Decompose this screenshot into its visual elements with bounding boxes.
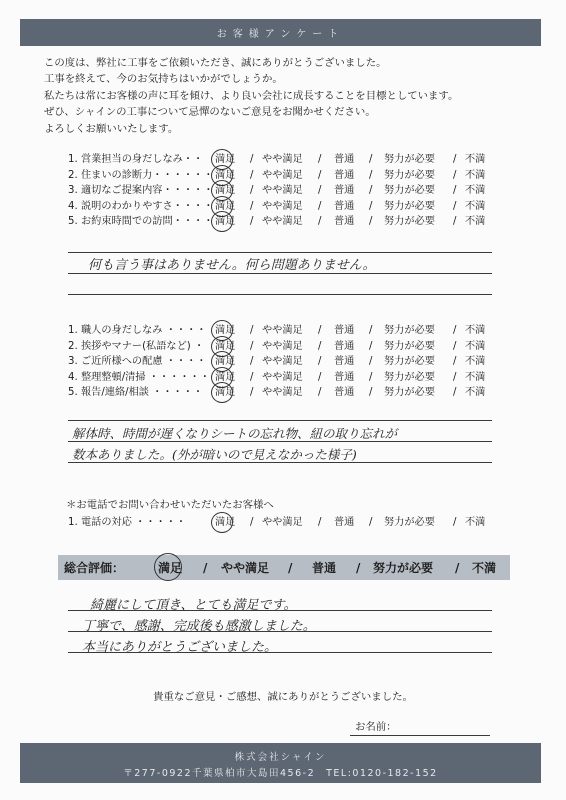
rating-separator: / (369, 216, 373, 228)
overall-option: やや満足 (221, 561, 270, 575)
rating-separator: / (453, 356, 457, 368)
rating-option: やや満足 (262, 185, 303, 197)
overall-label: 総合評価： (64, 561, 125, 575)
rating-option: 努力が必要 (384, 356, 435, 368)
rating-option: やや満足 (262, 340, 303, 352)
rating-separator: / (318, 216, 322, 228)
rating-option: 努力が必要 (384, 154, 435, 165)
rating-separator: / (453, 216, 457, 228)
rating-item-label: 2. 挨拶やマナー(私語など) ・ (68, 340, 205, 352)
rating-separator: / (453, 200, 457, 212)
handwritten-comment: 解体時、時間が遅くなりシートの忘れ物、紐の取り忘れが (72, 426, 398, 441)
rating-option: 満足 (215, 154, 236, 165)
rating-item-label: 1. 電話の対応 ・・・・・ (68, 517, 187, 528)
overall-option: 満足 (158, 561, 183, 575)
rating-option: やや満足 (262, 154, 303, 165)
rating-option: 満足 (215, 340, 236, 352)
rating-option: 普通 (334, 200, 355, 212)
overall-rating-bar (58, 555, 510, 580)
rating-row (60, 354, 492, 370)
rating-option: 不満 (465, 216, 486, 228)
intro-line: この度は、弊社に工事をご依頼いただき、誠にありがとうございました。 (44, 57, 387, 69)
rating-separator: / (369, 185, 373, 197)
intro-line: ぜひ、シャインの工事について忌憚のないご意見をお聞かせください。 (44, 106, 376, 119)
handwritten-comment: 数本ありました。(外が暗いので見えなかった様子) (72, 447, 357, 462)
overall-separator: / (455, 560, 460, 575)
rating-separator: / (318, 200, 322, 212)
rating-option: 努力が必要 (384, 387, 435, 399)
rating-separator: / (318, 387, 322, 399)
rating-separator: / (318, 517, 322, 528)
rating-option: 努力が必要 (384, 185, 435, 197)
rating-separator: / (250, 216, 254, 228)
rating-separator: / (318, 371, 322, 383)
rating-option: 努力が必要 (384, 340, 435, 352)
rating-option: 満足 (215, 387, 236, 399)
rating-separator: / (369, 200, 373, 212)
rating-option: 努力が必要 (384, 216, 435, 228)
selected-mark (154, 553, 182, 581)
rating-option: やや満足 (262, 169, 303, 181)
rating-option: 普通 (334, 356, 355, 368)
comment-line (68, 420, 492, 421)
rating-separator: / (250, 200, 254, 212)
name-label: お名前： (355, 721, 397, 733)
rating-option: 満足 (215, 371, 236, 383)
rating-option: やや満足 (262, 356, 303, 368)
handwritten-comment: 綺麗にして頂き、とても満足です。 (90, 598, 297, 613)
rating-separator: / (369, 356, 373, 368)
rating-item-label: 1. 職人の身だしなみ ・・・・ (68, 325, 207, 336)
rating-option: 普通 (334, 154, 355, 165)
rating-option: 努力が必要 (384, 200, 435, 212)
header-bar (20, 19, 541, 46)
selected-mark (211, 512, 236, 533)
rating-separator: / (453, 169, 457, 181)
rating-option: やや満足 (262, 325, 303, 336)
rating-option: 普通 (334, 340, 355, 352)
overall-separator: / (356, 560, 361, 575)
rating-separator: / (369, 325, 373, 336)
rating-option: 不満 (465, 371, 486, 383)
rating-option: 努力が必要 (384, 169, 435, 181)
rating-option: 努力が必要 (384, 325, 435, 336)
rating-item-label: 5. お約束時間での訪問・・・・ (68, 216, 214, 228)
rating-separator: / (250, 387, 254, 399)
rating-item-label: 3. ご近所様への配慮 ・・・・ (68, 356, 207, 368)
rating-option: 不満 (465, 169, 486, 181)
rating-row (60, 323, 492, 339)
rating-option: 満足 (215, 185, 236, 197)
rating-option: 不満 (465, 356, 486, 368)
rating-option: やや満足 (262, 387, 303, 399)
rating-item-label: 5. 報告/連絡/相談 ・・・・・ (68, 387, 204, 399)
overall-option: 努力が必要 (373, 561, 434, 575)
rating-option: 不満 (465, 325, 486, 336)
rating-item-label: 4. 整理整頓/清掃 ・・・・・・ (68, 371, 210, 383)
intro-line: 私たちは常にお客様の声に耳を傾け、より良い会社に成長することを目標としています。 (44, 89, 459, 102)
rating-row (60, 152, 492, 168)
rating-row (60, 183, 492, 199)
rating-separator: / (250, 356, 254, 368)
footer-bar (20, 743, 541, 783)
rating-separator: / (453, 371, 457, 383)
intro-line: 工事を終えて、今のお気持ちはいかがでしょうか。 (44, 73, 283, 86)
handwritten-comment: 何も言う事はありません。何ら問題ありません。 (88, 258, 376, 273)
rating-option: 不満 (465, 387, 486, 399)
rating-separator: / (250, 185, 254, 197)
rating-separator: / (369, 154, 373, 165)
rating-option: 満足 (215, 517, 236, 528)
company-address: 〒277-0922千葉県柏市大島田456-2 TEL:0120-182-152 (123, 768, 438, 779)
rating-separator: / (318, 154, 322, 165)
rating-option: やや満足 (262, 371, 303, 383)
rating-option: 満足 (215, 169, 236, 181)
overall-separator: / (203, 560, 208, 575)
rating-row (60, 339, 492, 355)
overall-option: 不満 (472, 561, 497, 575)
rating-option: 努力が必要 (384, 517, 435, 528)
rating-separator: / (369, 340, 373, 352)
comment-line (68, 273, 492, 274)
page-title: お客様アンケート (216, 29, 345, 40)
rating-separator: / (369, 371, 373, 383)
rating-option: 不満 (465, 200, 486, 212)
rating-separator: / (369, 169, 373, 181)
rating-option: やや満足 (262, 200, 303, 212)
rating-separator: / (318, 356, 322, 368)
handwritten-comment: 本当にありがとうございました。 (82, 640, 278, 655)
rating-option: やや満足 (262, 517, 303, 528)
rating-separator: / (453, 325, 457, 336)
phone-rating-section (60, 515, 492, 531)
rating-option: やや満足 (262, 216, 303, 228)
rating-separator: / (250, 340, 254, 352)
rating-option: 普通 (334, 185, 355, 197)
phone-section-title: ＊お電話でお問い合わせいただいたお客様へ (66, 499, 274, 511)
rating-item-label: 3. 適切なご提案内容・・・・・ (68, 185, 214, 197)
rating-separator: / (318, 169, 322, 181)
rating-option: 普通 (334, 216, 355, 228)
rating-separator: / (453, 154, 457, 165)
craftsman-rating-section (60, 323, 492, 401)
rating-separator: / (453, 387, 457, 399)
rating-option: 満足 (215, 216, 236, 228)
rating-item-label: 4. 説明のわかりやすさ・・・・ (68, 200, 214, 212)
comment-line (68, 294, 492, 295)
rating-separator: / (318, 185, 322, 197)
rating-item-label: 1. 営業担当の身だしなみ・・ (68, 154, 204, 165)
rating-separator: / (318, 325, 322, 336)
rating-row (60, 214, 492, 230)
rating-option: 普通 (334, 325, 355, 336)
name-field-line (350, 735, 490, 736)
rating-separator: / (250, 517, 254, 528)
thanks-message: 貴重なご意見・ご感想、誠にありがとうございました。 (153, 691, 413, 703)
rating-separator: / (318, 340, 322, 352)
intro-text (44, 55, 458, 137)
rating-separator: / (250, 371, 254, 383)
rating-row (60, 370, 492, 386)
sales-rating-section (60, 152, 492, 230)
rating-separator: / (250, 169, 254, 181)
rating-option: 満足 (215, 325, 236, 336)
rating-separator: / (453, 185, 457, 197)
rating-option: 不満 (465, 154, 486, 165)
rating-separator: / (453, 517, 457, 528)
rating-option: 普通 (334, 169, 355, 181)
rating-row (60, 385, 492, 401)
rating-separator: / (369, 517, 373, 528)
rating-separator: / (250, 325, 254, 336)
rating-option: 満足 (215, 200, 236, 212)
overall-separator: / (288, 560, 293, 575)
rating-option: 満足 (215, 356, 236, 368)
rating-option: 普通 (334, 517, 355, 528)
rating-option: 不満 (465, 517, 486, 528)
intro-line: よろしくお願いいたします。 (44, 122, 179, 135)
rating-option: 不満 (465, 185, 486, 197)
comment-line (68, 252, 492, 253)
handwritten-comment: 丁寧で、感謝、完成後も感激しました。 (82, 619, 316, 634)
overall-option: 普通 (312, 561, 337, 575)
rating-row (60, 515, 492, 531)
rating-option: 努力が必要 (384, 371, 435, 383)
rating-option: 普通 (334, 371, 355, 383)
rating-row (60, 199, 492, 215)
rating-option: 不満 (465, 340, 486, 352)
company-name: 株式会社シャイン (234, 752, 327, 763)
rating-separator: / (453, 340, 457, 352)
rating-option: 普通 (334, 387, 355, 399)
rating-separator: / (250, 154, 254, 165)
rating-separator: / (369, 387, 373, 399)
rating-item-label: 2. 住まいの診断力・・・・・・ (68, 169, 214, 181)
rating-row (60, 168, 492, 184)
